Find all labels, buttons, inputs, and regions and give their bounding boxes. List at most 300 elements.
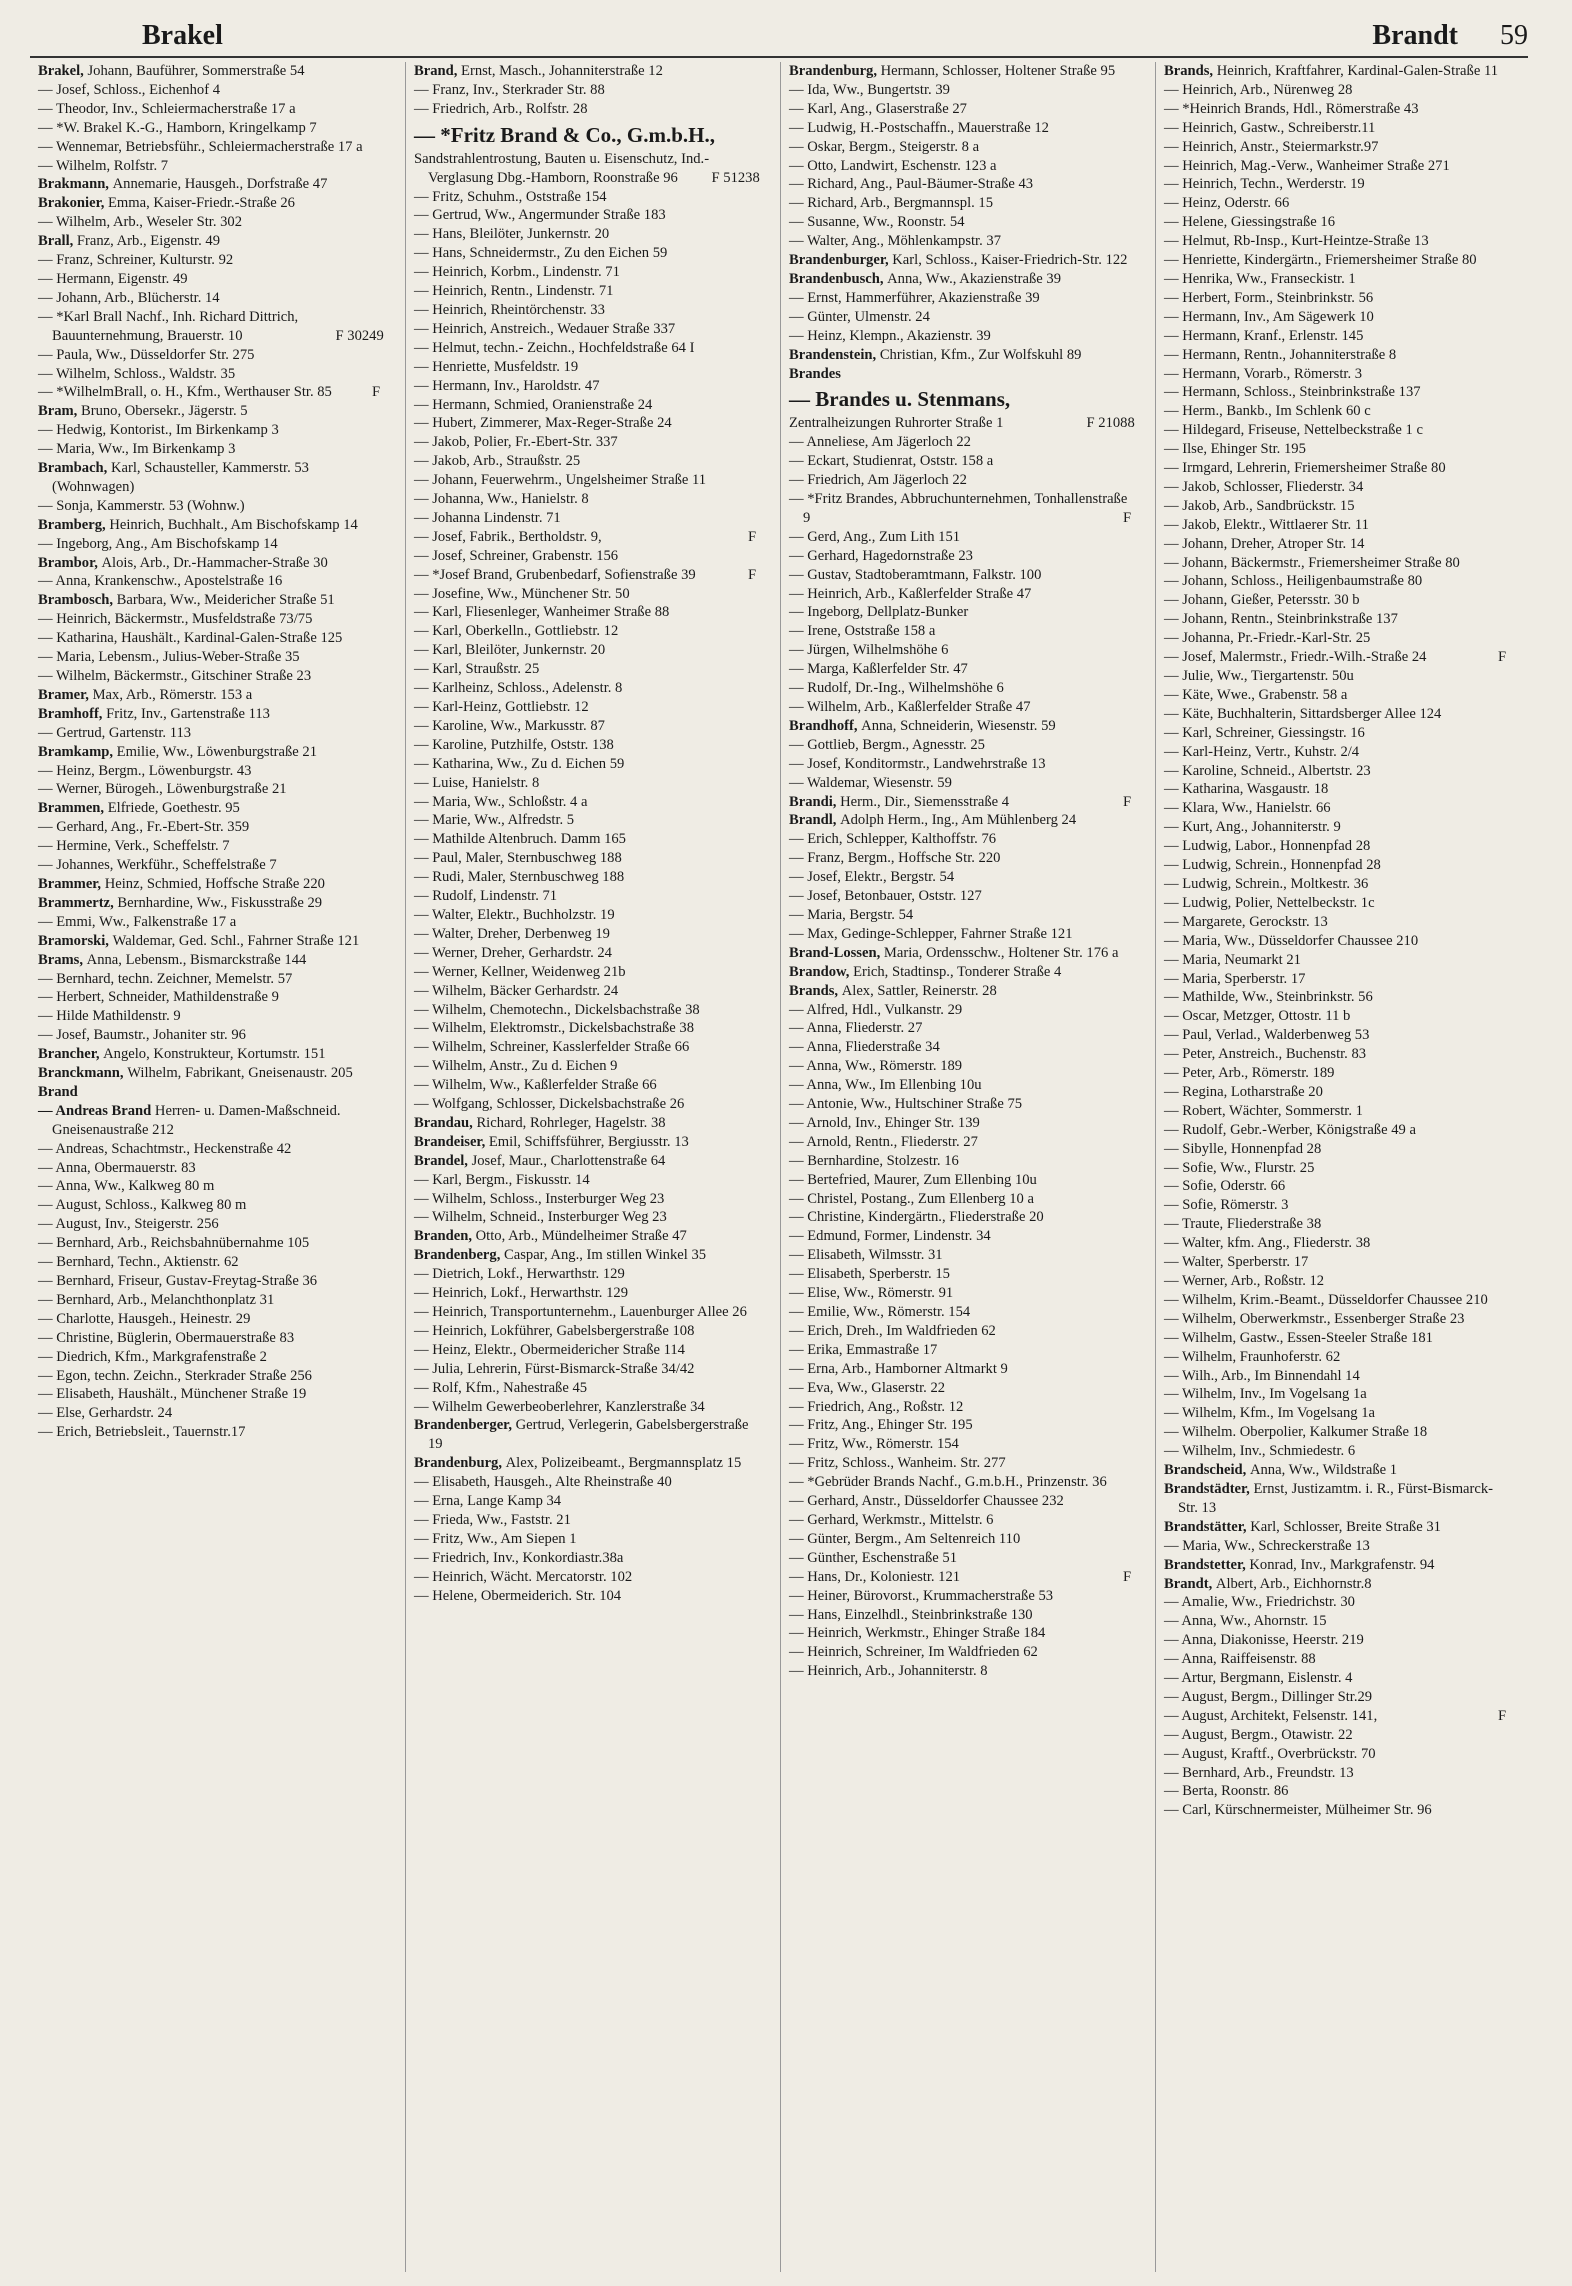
directory-entry	[38, 1045, 386, 1064]
directory-subentry: — Helene, Giessingstraße 16	[1164, 214, 1336, 231]
surname: Brandenbusch,	[789, 270, 888, 287]
directory-subentry: — Edmund, Former, Lindenstr. 34	[789, 1228, 991, 1245]
surname: Brambor,	[38, 554, 102, 571]
directory-subentry: — Gertrud, Gartenstr. 113	[38, 724, 192, 741]
directory-subentry: — Oscar, Metzger, Ottostr. 11 b	[1164, 1008, 1351, 1025]
directory-subentry: — Paul, Verlad., Walderbenweg 53	[1164, 1027, 1370, 1044]
directory-subentry: — Heinrich, Lokführer, Gabelsbergerstraße 108	[414, 1322, 695, 1339]
directory-subentry: — Wilhelm, Krim.-Beamt., Düsseldorfer Chaussee 210	[1164, 1291, 1488, 1308]
directory-subentry: — Maria, Sperberstr. 17	[1164, 970, 1306, 987]
directory-entry	[38, 1102, 386, 1140]
directory-subentry: — August, Bergm., Otawistr. 22	[1164, 1726, 1353, 1743]
directory-subentry: — Wilhelm, Anstr., Zu d. Eichen 9	[414, 1058, 618, 1075]
directory-subentry: — Johann, Schloss., Heiligenbaumstraße 80	[1164, 573, 1423, 590]
directory-subentry: — Henriette, Kindergärtn., Friemersheimer Straße 80	[1164, 252, 1477, 269]
directory-subentry: — Johanna, Pr.-Friedr.-Karl-Str. 25	[1164, 630, 1371, 647]
directory-subentry: — Margarete, Gerockstr. 13	[1164, 913, 1328, 930]
directory-subentry: — Emilie, Ww., Römerstr. 154	[789, 1304, 971, 1320]
directory-subentry: — Wilhelm, Arb., Weseler Str. 302	[38, 214, 243, 231]
entry-details: Herren- u. Damen-Maßschneid. Gneisenaustraße 212	[52, 1102, 341, 1138]
directory-subentry: — Waldemar, Wiesenstr. 59	[789, 774, 952, 791]
directory-subentry: — *Josef Brand, Grubenbedarf, Sofienstraße 39 F	[414, 566, 757, 583]
directory-subentry: — Hermann, Schloss., Steinbrinkstraße 137	[1164, 384, 1421, 401]
directory-subentry: — Heinz, Bergm., Löwenburgstr. 43	[38, 762, 252, 779]
directory-subentry: — Rudolf, Gebr.-Werber, Königstraße 49 a	[1164, 1121, 1416, 1138]
directory-subentry: — Hubert, Zimmerer, Max-Reger-Straße 24	[414, 415, 672, 432]
directory-subentry: — Hildegard, Friseuse, Nettelbeckstraße 1 c	[1164, 422, 1423, 439]
directory-subentry: — Sofie, Ww., Flurstr. 25	[1164, 1159, 1315, 1176]
directory-subentry: — *Karl Brall Nachf., Inh. Richard Dittrich, Bauunternehmung, Brauerstr. 10 F 30249	[38, 308, 386, 346]
directory-subentry: — Anneliese, Am Jägerloch 22	[789, 434, 971, 451]
directory-subentry: Zentralheizungen Ruhrorter Straße 1 F 21088	[789, 414, 1137, 433]
entry-details: Alex, Polizeibeamt., Bergmannsplatz 15	[505, 1455, 742, 1472]
directory-subentry: — Ludwig, Polier, Nettelbeckstr. 1c	[1164, 894, 1375, 911]
directory-subentry: — Heinrich, Anstreich., Wedauer Straße 337	[414, 320, 676, 337]
directory-subentry: — Ingeborg, Dellplatz-Bunker	[789, 604, 969, 621]
directory-subentry: — Gerhard, Hagedornstraße 23	[789, 547, 973, 564]
directory-subentry: — Wilhelm, Rolfstr. 7	[38, 157, 169, 174]
directory-subentry: — Theodor, Inv., Schleiermacherstraße 17 a	[38, 100, 296, 117]
directory-subentry: — Dietrich, Lokf., Herwarthstr. 129	[414, 1266, 625, 1283]
directory-subentry: — *WilhelmBrall, o. H., Kfm., Werthauser Str. 85 F	[38, 384, 381, 401]
directory-subentry: — Johann, Gießer, Petersstr. 30 b	[1164, 592, 1360, 609]
entry-details: Albert, Arb., Eichhornstr.8	[1215, 1575, 1372, 1592]
surname: Brandstädter,	[1164, 1480, 1254, 1497]
surname: Bram,	[38, 403, 81, 420]
directory-subentry: — August, Architekt, Felsenstr. 141, F	[1164, 1707, 1507, 1724]
directory-subentry: — Anna, Fliederstr. 27	[789, 1020, 923, 1037]
surname: Branden,	[414, 1228, 476, 1245]
firm-entry: — Brandes u. Stenmans,	[789, 387, 1011, 412]
directory-subentry: — Hermann, Schmied, Oranienstraße 24	[414, 396, 653, 413]
directory-subentry: — Katharina, Haushält., Kardinal-Galen-Straße 125	[38, 630, 343, 647]
directory-subentry: — Marga, Kaßlerfelder Str. 47	[789, 661, 968, 678]
directory-subentry: — Sonja, Kammerstr. 53 (Wohnw.)	[38, 497, 245, 514]
directory-subentry: — Günter, Ulmenstr. 24	[789, 308, 930, 325]
directory-subentry: — Berta, Roonstr. 86	[1164, 1783, 1289, 1800]
directory-subentry: — Friedrich, Inv., Konkordiastr.38a	[414, 1549, 624, 1566]
entry-details: Karl, Schlosser, Breite Straße 31	[1250, 1518, 1441, 1535]
directory-subentry: — Bernhard, Friseur, Gustav-Freytag-Straße 36	[38, 1273, 318, 1289]
directory-subentry: — Karl, Ang., Glaserstraße 27	[789, 100, 967, 117]
directory-subentry: — Franz, Bergm., Hoffsche Str. 220	[789, 850, 1001, 867]
surname: Brakonier,	[38, 195, 109, 212]
directory-subentry: — Sofie, Oderstr. 66	[1164, 1178, 1286, 1195]
header-left-keyword: Brakel	[142, 20, 223, 51]
directory-subentry: — Wilhelm, Fraunhoferstr. 62	[1164, 1348, 1341, 1365]
directory-subentry: — Wolfgang, Schlosser, Dickelsbachstraße 26	[414, 1096, 685, 1113]
directory-entry	[789, 811, 1137, 830]
directory-subentry: — Wilhelm, Elektromstr., Dickelsbachstraße 38	[414, 1020, 695, 1037]
directory-subentry: — Sofie, Römerstr. 3	[1164, 1197, 1289, 1214]
directory-subentry: — Maria, Lebensm., Julius-Weber-Straße 35	[38, 649, 300, 666]
directory-subentry: — Christine, Kindergärtn., Fliederstraße 20	[789, 1209, 1044, 1226]
directory-subentry: — Rudi, Maler, Sternbuschweg 188	[414, 869, 625, 886]
directory-entry	[38, 459, 386, 497]
directory-subentry: — Günther, Eschenstraße 51	[789, 1549, 958, 1566]
directory-subentry: — Elisabeth, Haushält., Münchener Straße 19	[38, 1386, 307, 1403]
directory-subentry: — Diedrich, Kfm., Markgrafenstraße 2	[38, 1348, 267, 1365]
directory-entry	[38, 554, 386, 573]
directory-subentry: — Hermann, Inv., Haroldstr. 47	[414, 377, 600, 394]
directory-subentry: — August, Inv., Steigerstr. 256	[38, 1216, 219, 1233]
directory-entry	[789, 963, 1137, 982]
entry-details: Herm., Dir., Siemensstraße 4	[840, 793, 1010, 810]
directory-subentry: — Josef, Malermstr., Friedr.-Wilh.-Straße 24 F	[1164, 649, 1507, 666]
directory-subentry: — Ernst, Hammerführer, Akazienstraße 39	[789, 289, 1040, 306]
directory-subentry: — Heinz, Klempn., Akazienstr. 39	[789, 327, 991, 344]
entry-details: Otto, Arb., Mündelheimer Straße 47	[475, 1228, 687, 1245]
directory-subentry: — Hermann, Vorarb., Römerstr. 3	[1164, 365, 1363, 382]
surname: Bramhoff,	[38, 705, 107, 722]
directory-subentry: — August, Kraftf., Overbrückstr. 70	[1164, 1745, 1376, 1762]
directory-subentry: — Bernhard, techn. Zeichner, Memelstr. 57	[38, 970, 293, 987]
directory-subentry: — Bernhard, Techn., Aktienstr. 62	[38, 1254, 239, 1271]
directory-subentry: — Jürgen, Wilhelmshöhe 6	[789, 642, 949, 659]
surname: Brams,	[38, 951, 87, 968]
entry-details: Emil, Schiffsführer, Bergiusstr. 13	[488, 1133, 689, 1150]
directory-entry	[789, 944, 1137, 963]
surname: Brandscheid,	[1164, 1462, 1250, 1479]
directory-entry	[38, 875, 386, 894]
directory-subentry: — Heinrich, Korbm., Lindenstr. 71	[414, 264, 620, 281]
directory-subentry: — Gerhard, Anstr., Düsseldorfer Chaussee 232	[789, 1493, 1064, 1510]
directory-subentry: — Charlotte, Hausgeh., Heinestr. 29	[38, 1310, 251, 1327]
entry-details: Waldemar, Ged. Schl., Fahrner Straße 121	[112, 932, 360, 949]
directory-subentry: — Heinrich, Rheintörchenstr. 33	[414, 301, 605, 318]
entry-details: Caspar, Ang., Im stillen Winkel 35	[504, 1247, 707, 1264]
directory-subentry: — Wilhelm, Schloss., Waldstr. 35	[38, 365, 236, 382]
directory-subentry: — Mathilde Altenbruch. Damm 165	[414, 831, 626, 848]
directory-subentry: — Erika, Emmastraße 17	[789, 1341, 938, 1358]
directory-subentry: — Johann, Rentn., Steinbrinkstraße 137	[1164, 611, 1398, 628]
entry-details: Karl, Schausteller, Kammerstr. 53 (Wohnwagen)	[52, 460, 309, 495]
directory-subentry: — Werner, Kellner, Weidenweg 21b	[414, 963, 626, 980]
directory-subentry: — Heiner, Bürovorst., Krummacherstraße 53	[789, 1587, 1054, 1604]
directory-entry	[38, 799, 386, 818]
directory-subentry: — Christel, Postang., Zum Ellenberg 10 a	[789, 1190, 1034, 1207]
directory-subentry: — Rolf, Kfm., Nahestraße 45	[414, 1379, 588, 1396]
directory-subentry: — Jakob, Polier, Fr.-Ebert-Str. 337	[414, 434, 618, 451]
directory-subentry: — Anna, Fliederstraße 34	[789, 1039, 940, 1056]
entry-details: Heinz, Schmied, Hoffsche Straße 220	[104, 875, 325, 892]
directory-subentry: — Frieda, Ww., Faststr. 21	[414, 1511, 571, 1528]
directory-subentry: — Werner, Arb., Roßstr. 12	[1164, 1273, 1325, 1289]
directory-subentry: — Bertefried, Maurer, Zum Ellenbing 10u	[789, 1171, 1037, 1188]
surname: Brandenstein,	[789, 346, 880, 363]
directory-subentry: — Anna, Diakonisse, Heerstr. 219	[1164, 1632, 1364, 1649]
directory-entry	[414, 1454, 762, 1473]
directory-subentry: — Artur, Bergmann, Eislenstr. 4	[1164, 1670, 1353, 1687]
directory-subentry: — Henrika, Ww., Franseckistr. 1	[1164, 270, 1356, 287]
column-1	[30, 62, 392, 2272]
directory-subentry: — Walter, kfm. Ang., Fliederstr. 38	[1164, 1235, 1371, 1252]
directory-subentry: — Helmut, Rb-Insp., Kurt-Heintze-Straße 13	[1164, 233, 1429, 250]
directory-subentry: — Hermine, Verk., Scheffelstr. 7	[38, 838, 230, 855]
directory-subentry: — Maria, Ww., Im Birkenkamp 3	[38, 441, 236, 458]
directory-entry	[38, 516, 386, 535]
surname: Brandeiser,	[414, 1133, 489, 1150]
entry-details: Max, Arb., Römerstr. 153 a	[92, 686, 253, 703]
entry-details: Josef, Maur., Charlottenstraße 64	[471, 1152, 666, 1169]
directory-subentry: — Amalie, Ww., Friedrichstr. 30	[1164, 1594, 1355, 1611]
directory-subentry: — Johann, Feuerwehrm., Ungelsheimer Straße 11	[414, 472, 707, 489]
entry-details: Ernst, Justizamtm. i. R., Fürst-Bismarck-Str. 13	[1178, 1480, 1494, 1516]
entry-details: Anna, Ww., Akazienstraße 39	[887, 270, 1061, 287]
directory-subentry: — Fritz, Ww., Römerstr. 154	[789, 1436, 959, 1453]
surname: Brandenburg,	[414, 1455, 506, 1472]
directory-entry	[38, 232, 386, 251]
directory-subentry: — Werner, Bürogeh., Löwenburgstraße 21	[38, 781, 287, 798]
directory-subentry: — Ludwig, Labor., Honnenpfad 28	[1164, 838, 1371, 855]
surname: Brandenburg,	[789, 63, 881, 79]
directory-subentry: — Bernhard, Arb., Freundstr. 13	[1164, 1764, 1354, 1781]
directory-subentry: — Erich, Betriebsleit., Tauernstr.17	[38, 1424, 246, 1441]
entry-details: Elfriede, Goethestr. 95	[107, 800, 240, 817]
directory-subentry: — Julie, Ww., Tiergartenstr. 50u	[1164, 668, 1354, 684]
directory-entry	[414, 1114, 762, 1133]
directory-subentry: — Oskar, Bergm., Steigerstr. 8 a	[789, 138, 980, 155]
directory-subentry: — Anna, Ww., Kalkweg 80 m	[38, 1178, 215, 1195]
entry-details: Ernst, Masch., Johanniterstraße 12	[461, 63, 663, 79]
directory-subentry: — Wilhelm, Ww., Kaßlerfelder Straße 66	[414, 1077, 657, 1094]
surname: Brandhoff,	[789, 717, 862, 734]
directory-entry	[1164, 1518, 1512, 1537]
directory-subentry: — Jakob, Arb., Straußstr. 25	[414, 453, 581, 470]
directory-entry	[38, 686, 386, 705]
directory-subentry: — Heinrich, Wächt. Mercatorstr. 102	[414, 1568, 633, 1585]
surname: Brand,	[414, 63, 462, 79]
directory-subentry: — Hans, Dr., Koloniestr. 121 F	[789, 1568, 1132, 1585]
directory-entry	[1164, 1556, 1512, 1575]
directory-subentry: — Rudolf, Lindenstr. 71	[414, 888, 558, 905]
surname: Brancher,	[38, 1046, 104, 1063]
entry-details: Anna, Ww., Wildstraße 1	[1249, 1462, 1398, 1479]
directory-subentry: — Josef, Betonbauer, Oststr. 127	[789, 888, 982, 905]
directory-subentry: — Franz, Inv., Sterkrader Str. 88	[414, 81, 605, 98]
directory-subentry: — Wilhelm, Bäcker Gerhardstr. 24	[414, 982, 619, 999]
directory-subentry: — Marie, Ww., Alfredstr. 5	[414, 812, 575, 829]
directory-entry	[38, 951, 386, 970]
column-4	[1155, 62, 1518, 2272]
phone-number: F 51238	[711, 169, 760, 186]
surname: Brands,	[789, 982, 842, 999]
directory-entry	[1164, 1575, 1512, 1594]
directory-entry	[414, 1246, 762, 1265]
directory-subentry: — Josef, Schloss., Eichenhof 4	[38, 81, 220, 98]
directory-subentry: — *W. Brakel K.-G., Hamborn, Kringelkamp 7	[38, 119, 317, 136]
entry-details: Maria, Ordensschw., Holtener Str. 176 a	[883, 944, 1119, 961]
column-3	[780, 62, 1143, 2272]
directory-subentry: — Ludwig, H.-Postschaffn., Mauerstraße 12	[789, 119, 1049, 136]
directory-subentry: — Johann, Bäckermstr., Friemersheimer Straße 80	[1164, 554, 1460, 571]
directory-entry	[414, 1152, 762, 1171]
surname: Brandenberger,	[414, 1417, 516, 1434]
directory-subentry: — Johann, Arb., Blücherstr. 14	[38, 289, 220, 306]
entry-details: Heinrich, Kraftfahrer, Kardinal-Galen-Straße 11	[1216, 63, 1499, 79]
directory-subentry: — Arnold, Inv., Ehinger Str. 139	[789, 1114, 980, 1131]
directory-subentry: — Robert, Wächter, Sommerstr. 1	[1164, 1102, 1363, 1119]
directory-subentry: — Julia, Lehrerin, Fürst-Bismarck-Straße 34/42	[414, 1360, 695, 1377]
surname: Brakmann,	[38, 176, 113, 193]
directory-subentry: — Walter, Sperberstr. 17	[1164, 1254, 1309, 1271]
directory-subentry: — Katharina, Ww., Zu d. Eichen 59	[414, 755, 625, 772]
directory-entry	[789, 251, 1137, 270]
directory-subentry: — Werner, Dreher, Gerhardstr. 24	[414, 944, 612, 961]
directory-subentry: — Erna, Arb., Hamborner Altmarkt 9	[789, 1360, 1008, 1377]
directory-subentry: — Luise, Hanielstr. 8	[414, 774, 540, 791]
directory-subentry: — Elise, Ww., Römerstr. 91	[789, 1285, 954, 1302]
directory-entry	[38, 194, 386, 213]
directory-subentry: — Karl, Fliesenleger, Wanheimer Straße 88	[414, 604, 670, 621]
surname: Brands,	[1164, 63, 1217, 79]
column-2	[405, 62, 768, 2272]
directory-entry	[1164, 1461, 1512, 1480]
directory-subentry: — Maria, Neumarkt 21	[1164, 951, 1301, 968]
directory-subentry: — Katharina, Wasgaustr. 18	[1164, 781, 1329, 798]
directory-subentry: — Elisabeth, Hausgeh., Alte Rheinstraße 40	[414, 1474, 672, 1491]
directory-subentry: — Gustav, Stadtoberamtmann, Falkstr. 100	[789, 566, 1042, 583]
directory-subentry: — Gerhard, Ang., Fr.-Ebert-Str. 359	[38, 819, 250, 836]
surname: Brandenburger,	[789, 252, 893, 269]
directory-subentry: — Käte, Wwe., Grabenstr. 58 a	[1164, 686, 1348, 703]
directory-subentry: — Wilhelm, Chemotechn., Dickelsbachstraße 38	[414, 1001, 700, 1018]
surname: Brandt,	[1164, 1575, 1216, 1592]
directory-subentry: — Johannes, Werkführ., Scheffelstraße 7	[38, 857, 277, 874]
surname: Brall,	[38, 233, 77, 250]
phone-number: F 21088	[1086, 415, 1135, 432]
directory-subentry: — Wilhelm, Kfm., Im Vogelsang 1a	[1164, 1405, 1376, 1422]
surname: Brandow,	[789, 963, 854, 980]
directory-entry	[38, 402, 386, 421]
directory-subentry: — Jakob, Arb., Sandbrückstr. 15	[1164, 497, 1355, 514]
directory-subentry: — Carl, Kürschnermeister, Mülheimer Str. 96	[1164, 1802, 1432, 1819]
entry-details: Konrad, Inv., Markgrafenstr. 94	[1249, 1556, 1435, 1573]
entry-details: Bruno, Obersekr., Jägerstr. 5	[80, 403, 248, 420]
surname: Brandau,	[414, 1114, 477, 1131]
directory-entry	[789, 62, 1137, 81]
directory-entry	[789, 270, 1137, 289]
directory-subentry: — Friedrich, Ang., Roßstr. 12	[789, 1398, 964, 1415]
entry-details: Alois, Arb., Dr.-Hammacher-Straße 30	[101, 554, 328, 571]
directory-subentry: — August, Bergm., Dillinger Str.29	[1164, 1688, 1373, 1705]
directory-subentry: — Peter, Arb., Römerstr. 189	[1164, 1065, 1335, 1082]
directory-subentry: — Paul, Maler, Sternbuschweg 188	[414, 850, 622, 867]
directory-subentry: — Rudolf, Dr.-Ing., Wilhelmshöhe 6	[789, 680, 1004, 697]
directory-subentry: — Else, Gerhardstr. 24	[38, 1405, 173, 1422]
directory-subentry: — Karl, Oberkelln., Gottliebstr. 12	[414, 623, 619, 640]
directory-subentry: — Maria, Ww., Düsseldorfer Chaussee 210	[1164, 932, 1419, 949]
directory-subentry: — Maria, Bergstr. 54	[789, 906, 914, 923]
directory-subentry: — Bernhard, Arb., Melanchthonplatz 31	[38, 1291, 275, 1308]
directory-subentry: — Mathilde, Ww., Steinbrinkstr. 56	[1164, 989, 1373, 1006]
directory-entry	[789, 982, 1137, 1001]
directory-entry	[1164, 62, 1512, 81]
directory-subentry: — Irmgard, Lehrerin, Friemersheimer Straße 80	[1164, 460, 1446, 477]
directory-subentry: — Hans, Bleilöter, Junkernstr. 20	[414, 226, 610, 243]
directory-subentry: — Fritz, Schuhm., Oststraße 154	[414, 188, 607, 205]
directory-subentry: — Wilhelm, Schneid., Insterburger Weg 23	[414, 1209, 667, 1226]
directory-subentry: — Richard, Arb., Bergmannspl. 15	[789, 195, 994, 212]
directory-subentry: — Josef, Schreiner, Grabenstr. 156	[414, 547, 619, 564]
directory-subentry: — Wilhelm, Oberwerkmstr., Essenberger Straße 23	[1164, 1310, 1465, 1327]
directory-subentry: — Eckart, Studienrat, Oststr. 158 a	[789, 453, 994, 470]
surname: Brambosch,	[38, 592, 117, 609]
directory-subentry: — Wilhelm, Bäckermstr., Gitschiner Straße 23	[38, 668, 312, 684]
surname: Branckmann,	[38, 1065, 128, 1082]
directory-subentry: — Henriette, Musfeldstr. 19	[414, 358, 579, 375]
entry-details: Christian, Kfm., Zur Wolfskuhl 89	[879, 346, 1082, 363]
directory-subentry: — Bernhardine, Stolzestr. 16	[789, 1152, 959, 1169]
directory-subentry: — Fritz, Schloss., Wanheim. Str. 277	[789, 1455, 1006, 1472]
directory-subentry: — Arnold, Rentn., Fliederstr. 27	[789, 1133, 978, 1150]
directory-subentry: — Gerd, Ang., Zum Lith 151	[789, 528, 961, 545]
directory-subentry: — Wennemar, Betriebsführ., Schleiermacherstraße 17 a	[38, 138, 363, 155]
directory-subentry: — Wilhelm, Inv., Schmiedestr. 6	[1164, 1443, 1356, 1460]
entry-details: Johann, Bauführer, Sommerstraße 54	[87, 63, 305, 79]
directory-subentry: — Wilhelm, Schreiner, Kasslerfelder Straße 66	[414, 1039, 690, 1056]
entry-details: Bernhardine, Ww., Fiskusstraße 29	[117, 894, 323, 911]
directory-subentry: — Friedrich, Am Jägerloch 22	[789, 472, 967, 489]
surname: Brandi,	[789, 793, 841, 810]
directory-subentry: — Egon, techn. Zeichn., Sterkrader Straße 256	[38, 1367, 312, 1384]
directory-subentry: — Regina, Lotharstraße 20	[1164, 1083, 1323, 1100]
directory-subentry: — Anna, Obermauerstr. 83	[38, 1159, 196, 1176]
directory-subentry: Sandstrahlentrostung, Bauten u. Eisenschutz, Ind.-Verglasung Dbg.-Hamborn, Roonstraße 96 F 51238	[414, 150, 762, 188]
directory-subentry: — Heinrich, Lokf., Herwarthstr. 129	[414, 1285, 628, 1302]
directory-subentry: — Wilh., Arb., Im Binnendahl 14	[1164, 1367, 1360, 1384]
entry-details: Richard, Rohrleger, Hagelstr. 38	[476, 1114, 666, 1131]
page-number: 59	[1500, 20, 1528, 51]
directory-subentry: — Josef, Konditormstr., Landwehrstraße 13	[789, 755, 1046, 772]
directory-subentry: — Jakob, Schlosser, Fliederstr. 34	[1164, 478, 1364, 495]
directory-subentry: — Karl, Straußstr. 25	[414, 661, 540, 678]
directory-subentry: — Karl-Heinz, Vertr., Kuhstr. 2/4	[1164, 743, 1360, 760]
directory-subentry: — Hans, Schneidermstr., Zu den Eichen 59	[414, 245, 668, 262]
directory-subentry: — Karl, Schreiner, Giessingstr. 16	[1164, 724, 1365, 741]
directory-entry: Brandi, Herm., Dir., Siemensstraße 4 F	[789, 793, 1132, 810]
entry-details: Alex, Sattler, Reinerstr. 28	[841, 982, 997, 999]
directory-subentry: — Klara, Ww., Hanielstr. 66	[1164, 800, 1331, 817]
directory-subentry: — Anna, Krankenschw., Apostelstraße 16	[38, 573, 283, 590]
directory-subentry: — Johanna Lindenstr. 71	[414, 509, 561, 526]
directory-entry	[1164, 1480, 1512, 1518]
entry-details: Anna, Lebensm., Bismarckstraße 144	[86, 951, 307, 968]
directory-subentry: — Heinrich, Arb., Kaßlerfelder Straße 47	[789, 585, 1032, 602]
directory-subentry: — Josefine, Ww., Münchener Str. 50	[414, 585, 630, 602]
section-heading: Brand	[38, 1083, 78, 1100]
directory-subentry: — Walter, Ang., Möhlenkampstr. 37	[789, 233, 1001, 250]
directory-subentry: — Karl, Bleilöter, Junkernstr. 20	[414, 642, 606, 659]
directory-subentry: — Gertrud, Ww., Angermunder Straße 183	[414, 207, 666, 224]
directory-subentry: — Ingeborg, Ang., Am Bischofskamp 14	[38, 535, 278, 552]
directory-entry	[414, 1227, 762, 1246]
directory-entry	[38, 743, 386, 762]
directory-subentry: — Heinrich, Arb., Nürenweg 28	[1164, 81, 1353, 98]
directory-subentry: — Friedrich, Arb., Rolfstr. 28	[414, 100, 588, 117]
surname: Bramkamp,	[38, 743, 117, 760]
directory-subentry: — Johann, Dreher, Atroper Str. 14	[1164, 535, 1365, 552]
directory-subentry: — Heinrich, Rentn., Lindenstr. 71	[414, 283, 614, 300]
directory-entry	[38, 591, 386, 610]
directory-subentry: — Wilhelm, Schloss., Insterburger Weg 23	[414, 1190, 665, 1207]
directory-subentry: — Walter, Dreher, Derbenweg 19	[414, 925, 610, 942]
directory-subentry: — Hermann, Kranf., Erlenstr. 145	[1164, 327, 1364, 344]
entry-details: Franz, Arb., Eigenstr. 49	[76, 233, 221, 250]
directory-subentry: — Johanna, Ww., Hanielstr. 8	[414, 491, 589, 508]
directory-subentry: — Jakob, Elektr., Wittlaerer Str. 11	[1164, 516, 1369, 533]
directory-subentry: — Wilhelm, Arb., Kaßlerfelder Straße 47	[789, 699, 1031, 715]
